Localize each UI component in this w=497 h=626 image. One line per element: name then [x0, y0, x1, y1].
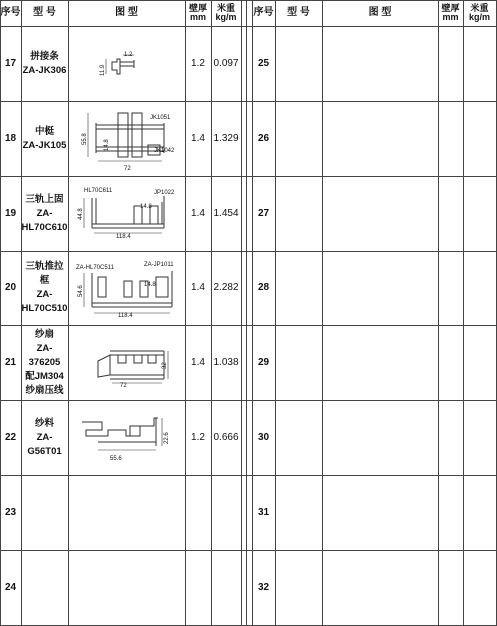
dim-label: ZA-HL70C511	[76, 265, 114, 271]
seq-23: 23	[4, 506, 17, 518]
col-divider	[463, 0, 464, 626]
weight-value: 0.666	[213, 431, 239, 443]
dim-label: 44.8	[78, 208, 84, 220]
header-thickness-unit: mm	[189, 12, 206, 22]
thickness-value: 1.4	[191, 132, 205, 144]
header-thickness-label: 壁厚	[188, 3, 207, 13]
header-thickness-unit: mm	[442, 12, 459, 22]
header-thickness-label: 壁厚	[441, 3, 460, 13]
header-figure: 图 型	[115, 7, 138, 18]
header-seq: 序号	[253, 7, 274, 18]
model-code: ZA-JK306	[22, 64, 67, 76]
thickness-value: 1.2	[191, 57, 205, 69]
seq-22: 22	[4, 431, 17, 443]
header-figure: 图 型	[368, 7, 392, 18]
header-weight	[463, 0, 496, 26]
dim-label: 14.8	[104, 139, 110, 151]
col-divider	[438, 0, 439, 626]
model-name: 中梃	[34, 125, 54, 137]
seq-30: 30	[257, 431, 270, 443]
dim-label: 118.4	[116, 234, 131, 240]
header-thickness	[185, 0, 211, 26]
model-name: 纱扇	[34, 328, 54, 340]
dim-label: 14.8	[144, 282, 156, 288]
dim-label: HL70C611	[84, 188, 113, 194]
model-cell	[21, 325, 68, 400]
dim-label: 72	[120, 383, 127, 389]
model-cell	[21, 101, 68, 176]
thickness-value: 1.4	[191, 282, 205, 293]
dim-label: 22.6	[164, 432, 170, 444]
row-divider	[0, 550, 497, 551]
thickness-value: 1.4	[191, 356, 205, 368]
model-name: 纱料	[34, 417, 54, 429]
seq-29: 29	[257, 356, 270, 368]
thickness-value: 1.2	[191, 431, 205, 443]
model-code: ZA-376205	[28, 342, 61, 368]
dim-label: 55.6	[110, 456, 122, 462]
header-weight-label: 米重	[216, 3, 235, 13]
profile-drawing-hl70c510	[68, 251, 185, 325]
dim-label: 54.6	[78, 285, 84, 297]
dim-label: 14.8	[140, 204, 152, 210]
dim-label: 118.4	[118, 313, 133, 319]
header-weight-unit: kg/m	[468, 12, 490, 22]
seq-17: 17	[4, 57, 17, 69]
dim-label: 72	[124, 166, 131, 172]
seq-31: 31	[257, 506, 270, 518]
header-weight-unit: kg/m	[215, 12, 237, 22]
col-divider	[246, 0, 247, 626]
model-extra: 配JM304	[25, 370, 64, 382]
header-model: 型 号	[287, 7, 310, 18]
col-divider	[275, 0, 276, 626]
weight-value: 0.097	[213, 57, 239, 69]
dim-label: JP1022	[154, 190, 175, 196]
header-weight	[211, 0, 241, 26]
weight-value: 1.454	[213, 207, 239, 219]
header-seq: 序号	[0, 7, 21, 18]
dim-label: JK1051	[150, 115, 171, 121]
seq-25: 25	[257, 57, 270, 69]
profile-drawing-g56t01	[68, 400, 185, 475]
dim-label: 1.2	[124, 52, 133, 58]
seq-32: 32	[257, 581, 270, 593]
dim-label: JK1042	[154, 148, 175, 154]
col-divider	[241, 0, 242, 626]
thickness-value: 1.4	[191, 207, 205, 219]
weight-value: 1.038	[213, 356, 239, 368]
dim-label: ZA-JP1011	[144, 262, 174, 268]
seq-19: 19	[4, 207, 17, 219]
header-model: 型 号	[33, 7, 56, 18]
row-divider	[0, 475, 497, 476]
seq-24: 24	[4, 581, 17, 593]
model-code: ZA-HL70C610	[21, 207, 68, 233]
weight-value: 2.282	[213, 282, 239, 293]
model-name: 三轨推拉框	[25, 261, 64, 286]
dim-label: 32	[162, 362, 168, 369]
model-cell	[21, 26, 68, 101]
model-cell	[21, 251, 68, 325]
model-name: 拼接条	[30, 50, 59, 62]
profile-drawing-376205	[68, 325, 185, 400]
seq-28: 28	[257, 282, 270, 293]
model-extra: 纱扇压线	[25, 384, 64, 396]
seq-21: 21	[4, 356, 17, 368]
profile-drawing-jk306	[68, 26, 185, 101]
model-cell	[21, 400, 68, 475]
dim-label: 55.8	[82, 133, 88, 145]
profile-drawing-hl70c610	[68, 176, 185, 251]
seq-27: 27	[257, 207, 270, 219]
seq-26: 26	[257, 132, 270, 144]
header-thickness	[438, 0, 463, 26]
seq-20: 20	[4, 282, 17, 293]
model-code: ZA-G56T01	[27, 431, 62, 457]
model-name: 三轨上固	[25, 193, 64, 205]
header-weight-label: 米重	[470, 3, 489, 13]
model-cell	[21, 176, 68, 251]
model-code: ZA-JK105	[22, 139, 67, 151]
seq-18: 18	[4, 132, 17, 144]
col-divider	[322, 0, 323, 626]
profile-drawing-jk105	[68, 101, 185, 176]
weight-value: 1.329	[213, 132, 239, 144]
model-code: ZA-HL70C510	[21, 289, 68, 314]
dim-label: 11.9	[100, 64, 106, 76]
